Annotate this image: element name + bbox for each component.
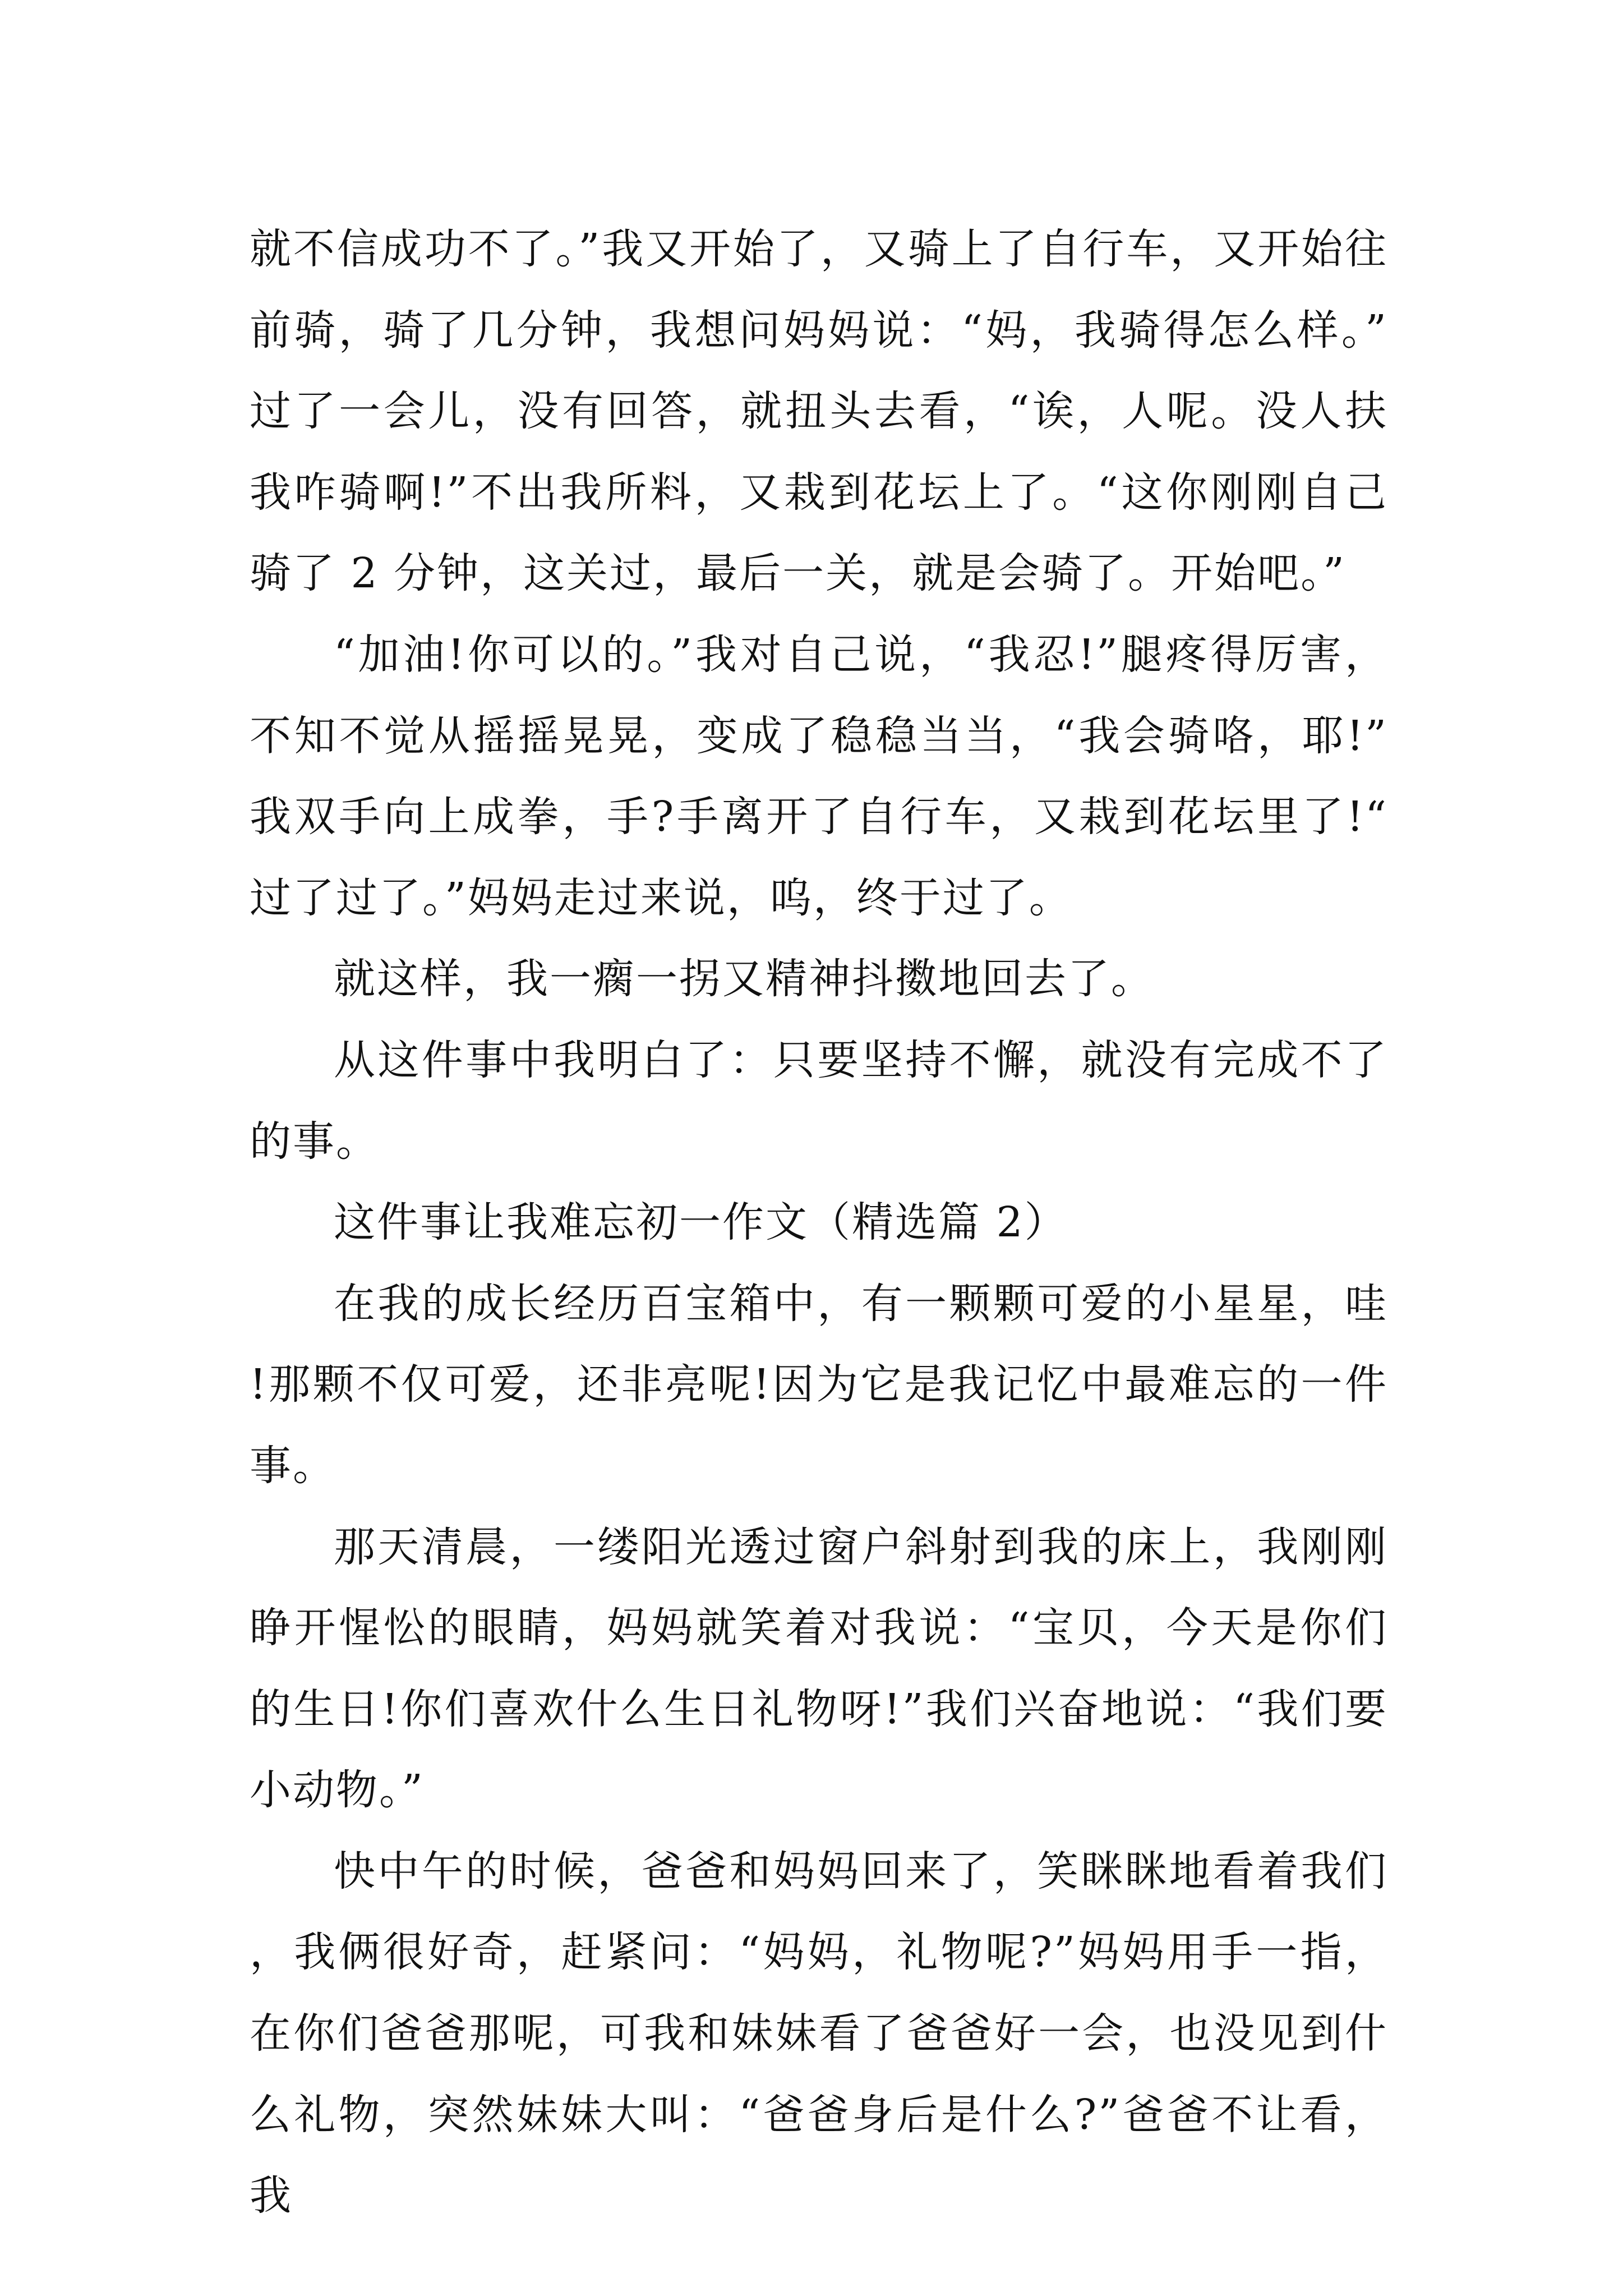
paragraph-6: 那天清晨，一缕阳光透过窗户斜射到我的床上，我刚刚睁开惺忪的眼睛，妈妈就笑着对我说：“宝贝，今天是你们的生日!你们喜欢什么生日礼物呀!”我们兴奋地说：“我们要小动物。” bbox=[250, 1522, 1388, 1815]
paragraph-5: 在我的成长经历百宝箱中，有一颗颗可爱的小星星，哇!那颗不仅可爱，还非亮呢!因为它是我记忆中最难忘的一件事。 bbox=[250, 1279, 1388, 1490]
section-heading: 这件事让我难忘初一作文（精选篇 2） bbox=[334, 1198, 1068, 1247]
paragraph-1: 就不信成功不了。”我又开始了，又骑上了自行车，又开始往前骑，骑了几分钟，我想问妈妈说：“妈，我骑得怎么样。”过了一会儿，没有回答，就扭头去看，“诶，人呢。没人扶我咋骑啊!”不出我所料，又栽到花坛上了。“这你刚刚自己骑了 2 分钟，这关过，最后一关，就是会骑了。开始吧。” bbox=[250, 225, 1388, 598]
paragraph-2: “加油!你可以的。”我对自己说，“我忍!”腿疼得厉害，不知不觉从摇摇晃晃，变成了稳稳当当，“我会骑咯，耶!”我双手向上成拳，手?手离开了自行车，又栽到花坛里了!“过了过了。”妈妈走过来说，呜，终于过了。 bbox=[250, 630, 1388, 922]
essay-body bbox=[250, 209, 1388, 2237]
paragraph-4: 从这件事中我明白了：只要坚持不懈，就没有完成不了的事。 bbox=[250, 1036, 1388, 1166]
paragraph-3: 就这样，我一瘸一拐又精神抖擞地回去了。 bbox=[334, 955, 1154, 1004]
paragraph-7: 快中午的时候，爸爸和妈妈回来了，笑眯眯地看着我们，我俩很好奇，赶紧问：“妈妈，礼物呢?”妈妈用手一指，在你们爸爸那呢，可我和妹妹看了爸爸好一会，也没见到什么礼物，突然妹妹大叫：“爸爸身后是什么?”爸爸不让看，我 bbox=[250, 1847, 1388, 2220]
